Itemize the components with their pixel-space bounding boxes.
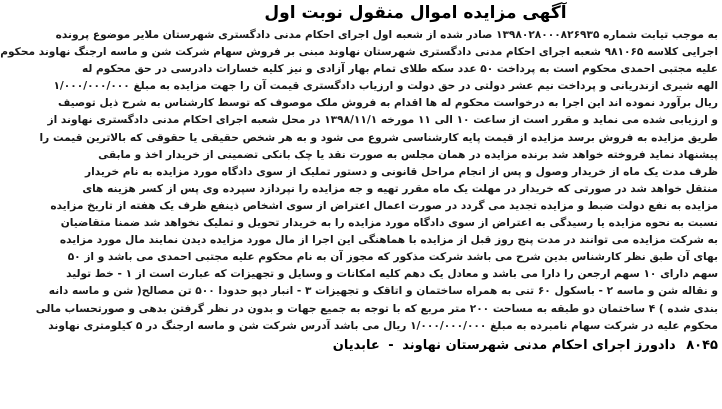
- notice-line: علیه مجتبی احمدی محکوم است به پرداخت ۵۰ عدد سکه طلای تمام بهار آزادی و نیز کلیه خسارات دادرسی در حق محکوم له: [81, 63, 718, 76]
- auction-notice: [0, 2, 718, 407]
- notice-line: مزایده به نفع دولت ضبط و مزایده تجدید می گردد در صورت اعمال اعتراض از سوی اشخاص ذینفع ظرف یک هفته از تاریخ مزایده: [50, 199, 718, 212]
- notice-line: اجرایی کلاسه ۹۸۱۰۶۵ شعبه اجرای احکام مدنی دادگستری شهرستان نهاوند مبنی بر فروش سهام شرکت شن و ماسه ارجنگ نهاوند محکوم: [0, 46, 718, 59]
- notice-line: منتقل خواهد شد در صورتی که خریدار در مهلت یک ماه مقرر تهیه و جه مزایده را نپردازد سپرده وی پس از کسر هزینه های: [82, 182, 718, 195]
- signature-id: ۸۰۴۵: [686, 337, 718, 353]
- signature-name: عابدیان: [332, 337, 380, 353]
- notice-line: بهای آن طبق نظر کارشناس بدین شرح می باشد شرکت مذکور که مجوز آن به نام محکوم علیه مجتبی احمدی می باشد و از ۵۰: [67, 251, 718, 264]
- notice-line: طریق مزایده به فروش برسد مزایده از قیمت پایه کارشناسی شروع می شود و به هر شخص حقیقی یا حقوقی که بالاترین قیمت را: [39, 131, 718, 144]
- notice-line: به موجب تیابت شماره ۱۳۹۸۰۲۸۰۰۰۸۲۶۹۳۵ صادر شده از شعبه اول اجرای احکام مدنی دادگستری شهرستان ملایر موضوع پرونده: [55, 29, 718, 41]
- notice-line: بندی شده ) ۴ ساختمان دو طبقه به مساحت ۲۰۰ متر مربع که با توجه به جمیع جهات و بدون در نظر گرفتن بدهی و صورتحساب مالی: [35, 302, 718, 315]
- notice-line: و ارزیابی شده می نماید و مقرر است از ساعت ۱۰ الی ۱۱ مورخه ۱۳۹۸/۱۱/۱ در محل شعبه اجرای احکام مدنی دادگستری نهاوند از: [47, 114, 718, 127]
- notice-title: آگهی مزایده اموال منقول نوبت اول: [264, 3, 567, 23]
- notice-line: ریال برآورد نموده اند این اجرا به درخواست محکوم له ها اقدام به فروش ملک موصوف که توسط کارشناس به شرح ذیل توصیف: [57, 97, 718, 110]
- notice-line: محکوم علیه در شرکت سهام نامبرده به مبلغ ۱/۰۰۰/۰۰۰/۰۰۰ ریال می باشد آدرس شرکت شن و ماسه ارجنگ در ۵ کیلومتری نهاوند: [48, 319, 718, 332]
- notice-body: [0, 27, 718, 335]
- notice-line: الهه شیری ازندریانی و پرداخت نیم عشر دولتی در حق دولت و ارزیاب دادگستری قیمت آن را جهت مزایده به مبلغ ۱/۰۰۰/۰۰۰/۰۰۰: [53, 80, 718, 93]
- notice-line: پیشنهاد نماید فروخته خواهد شد برنده مزایده در همان مجلس به صورت نقد یا چک بانکی تضمینی از خریدار اخذ و مابقی: [98, 148, 718, 161]
- notice-line: نسبت به نحوه مزایده یا رسیدگی به اعتراض از سوی دادگاه مورد مزایده را به خریدار تحویل و تملیک نخواهد شد ضمنا متقاضیان: [60, 217, 718, 230]
- notice-line: ظرف مدت یک ماه از خریدار وصول و پس از انجام مراحل قانونی و دستور تملیک از سوی دادگاه مورد مزایده به نام خریدار: [85, 165, 718, 178]
- signature-title: دادورز اجرای احکام مدنی شهرستان نهاوند: [402, 337, 676, 353]
- notice-signature: [113, 337, 718, 355]
- signature-separator: -: [388, 337, 394, 353]
- notice-line: سهم دارای ۱۰ سهم ارجعن را دارا می باشد و معادل یک دهم کلیه امکانات و وسایل و تجهیزات که عبارت است از ۱ - خط تولید: [66, 268, 718, 281]
- notice-line: و نقاله شن و ماسه ۲ - باسکول ۶۰ تنی به همراه ساختمان و اتاقک و تجهیزات ۳ - انبار دپو حدودا ۵۰۰ تن مصالح( شن و ماسه دانه: [48, 285, 718, 298]
- notice-line: به شرکت مزایده می توانند در مدت پنج روز قبل از مزایده با هماهنگی این اجرا از مال مورد مزایده دیدن نمایند مال مورد مزایده: [59, 234, 718, 247]
